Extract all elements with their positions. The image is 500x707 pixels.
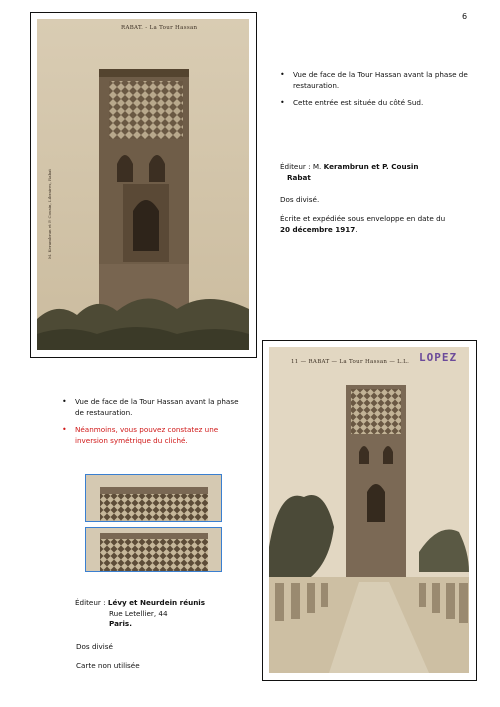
left-editor-name: Lévy et Neurdein réunis [107, 598, 206, 607]
left-city: Paris. [109, 619, 132, 628]
page-number: 6 [462, 12, 468, 21]
right-bullet-2: • Cette entrée est située du côté Sud. [280, 98, 470, 109]
right-bullet-1: • Vue de face de la Tour Hassan avant la phase de restauration. [280, 70, 470, 91]
lattice-detail-1 [86, 475, 222, 522]
left-bullet-2: • Néanmoins, vous pouvez constatez une inversion symétrique du cliché. [62, 425, 242, 446]
lopez-stamp: LOPEZ [419, 351, 458, 364]
comparison-thumb-1 [85, 474, 222, 522]
postcard-frame-2 [262, 340, 477, 681]
right-date: 20 décembre 1917 [280, 224, 356, 234]
left-editor-label: Éditeur : [75, 598, 106, 607]
tower-illustration-2 [269, 347, 469, 673]
tower-illustration-1 [37, 19, 249, 350]
postcard-caption-2: 11 — RABAT — La Tour Hassan — L.L. [291, 359, 410, 365]
postcard-photo-1 [37, 19, 249, 350]
right-written [280, 214, 470, 235]
left-note: Carte non utilisée [76, 661, 140, 670]
postcard-side-caption-1: M. Kerambrun et P. Cousin, Libraires, Rabat [47, 168, 52, 259]
left-bullet-1: • Vue de face de la Tour Hassan avant la phase de restauration. [62, 397, 242, 418]
right-dos: Dos divisé. [280, 195, 320, 204]
right-date-end: . [355, 224, 358, 234]
left-dos: Dos divisé [76, 642, 113, 651]
right-editor [280, 162, 470, 183]
left-address: Rue Letellier, 44 [109, 608, 168, 618]
lattice-detail-2 [86, 528, 222, 572]
postcard-caption-1: RABAT. - La Tour Hassan [121, 25, 198, 31]
right-editor-name: Kerambrun et P. Cousin [323, 162, 419, 171]
right-editor-label: Éditeur : M. [280, 162, 322, 171]
comparison-thumb-2 [85, 527, 222, 572]
right-editor-city: Rabat [287, 172, 311, 182]
description-block-right [280, 70, 470, 116]
left-editor [75, 598, 255, 630]
postcard-photo-2 [269, 347, 469, 673]
postcard-frame-1 [30, 12, 257, 358]
right-written-text: Écrite et expédiée sous enveloppe en date du [280, 214, 446, 223]
description-block-left [62, 397, 242, 453]
